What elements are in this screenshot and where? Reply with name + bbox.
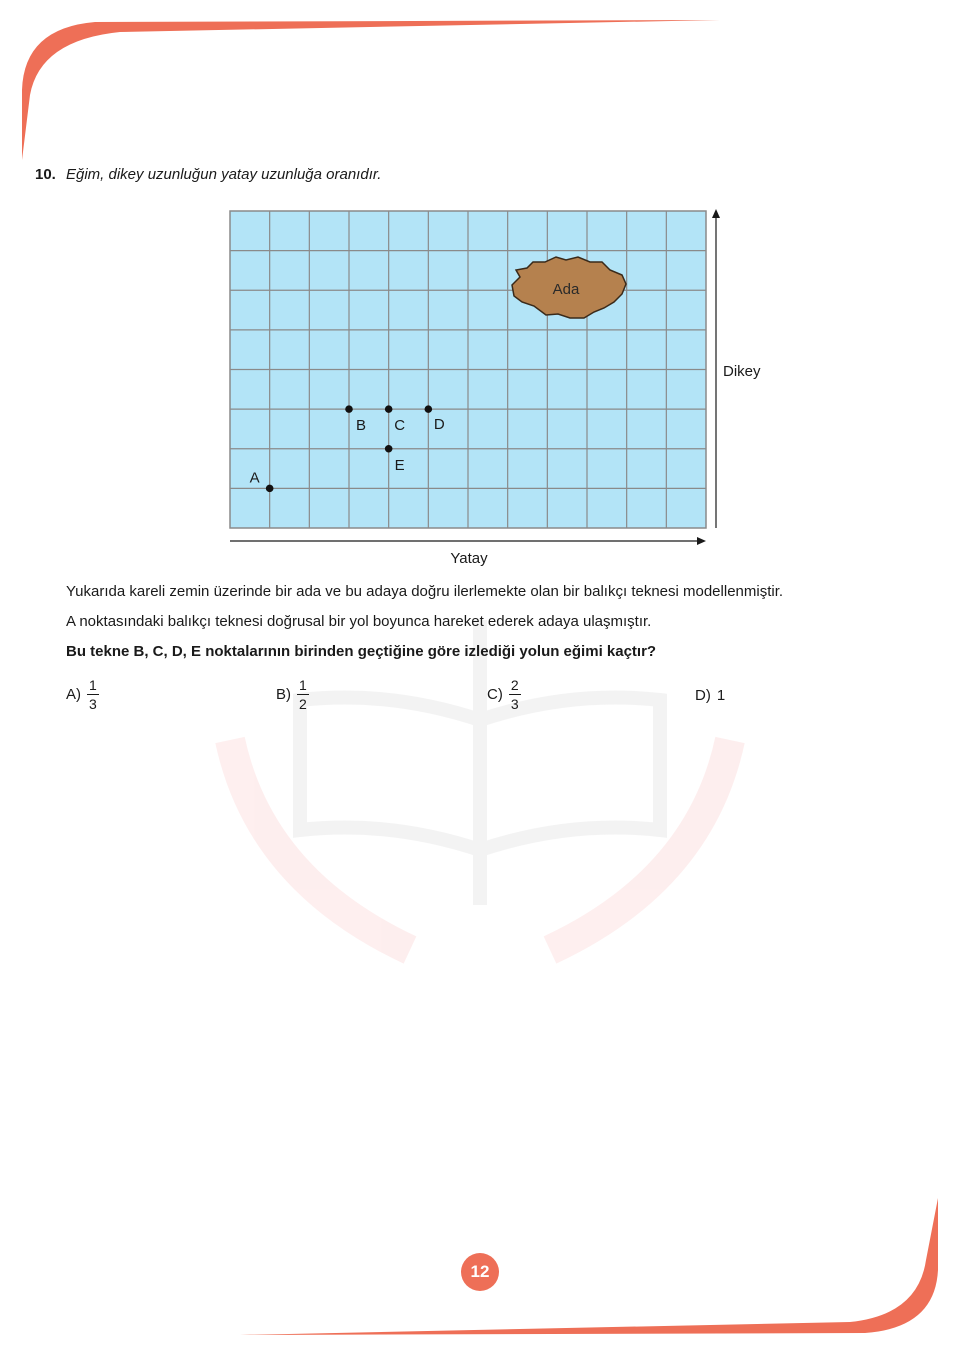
option-c-numerator: 2 [510, 677, 519, 693]
watermark-emblem [230, 620, 730, 950]
option-d-value: 1 [716, 687, 726, 704]
point-c [385, 405, 393, 413]
question-prompt: Bu tekne B, C, D, E noktalarının birinden geçtiğine göre izlediği yolun eğimi kaçtır? [66, 643, 657, 660]
island-label: Ada [552, 281, 580, 298]
point-label-e: E [394, 456, 405, 474]
option-b-fraction [297, 677, 309, 712]
option-c-label: C) [487, 686, 503, 703]
option-c[interactable] [487, 677, 521, 712]
point-d [425, 405, 433, 413]
point-label-b: B [355, 417, 367, 435]
option-d[interactable] [695, 687, 725, 704]
question-statement: Eğim, dikey uzunluğun yatay uzunluğa oranıdır. [66, 166, 382, 183]
option-b-numerator: 1 [299, 677, 307, 693]
option-d-label: D) [695, 687, 711, 704]
point-label-d: D [433, 416, 445, 434]
point-label-a: A [249, 469, 260, 487]
bottom-right-corner-accent [240, 1198, 938, 1335]
option-a-label: A) [66, 686, 81, 703]
vertical-axis-label: Dikey [723, 363, 761, 380]
option-a-fraction [87, 677, 99, 712]
horizontal-axis-arrowhead [697, 537, 706, 545]
option-b-denominator: 2 [299, 696, 307, 712]
option-a-denominator: 3 [89, 696, 97, 712]
option-b[interactable] [276, 677, 309, 712]
vertical-axis-arrowhead [712, 209, 720, 218]
description-paragraph-1: Yukarıda kareli zemin üzerinde bir ada ve bu adaya doğru ilerlemekte olan bir balıkçı teknesi modellenmiştir. [66, 583, 784, 600]
option-c-denominator: 3 [510, 696, 519, 712]
point-label-c: C [394, 417, 406, 435]
option-b-label: B) [276, 686, 291, 703]
option-a[interactable] [66, 677, 99, 712]
option-c-fraction [509, 677, 521, 712]
point-b [345, 405, 353, 413]
question-number: 10. [35, 166, 56, 183]
description-paragraph-2: A noktasındaki balıkçı teknesi doğrusal bir yol boyunca hareket ederek adaya ulaşmıştır. [66, 613, 652, 630]
horizontal-axis-label: Yatay [450, 550, 488, 567]
page-number-badge: 12 [461, 1253, 499, 1291]
option-a-numerator: 1 [89, 677, 97, 693]
point-a [266, 485, 274, 493]
grid-figure [0, 0, 960, 600]
point-e [385, 445, 393, 453]
